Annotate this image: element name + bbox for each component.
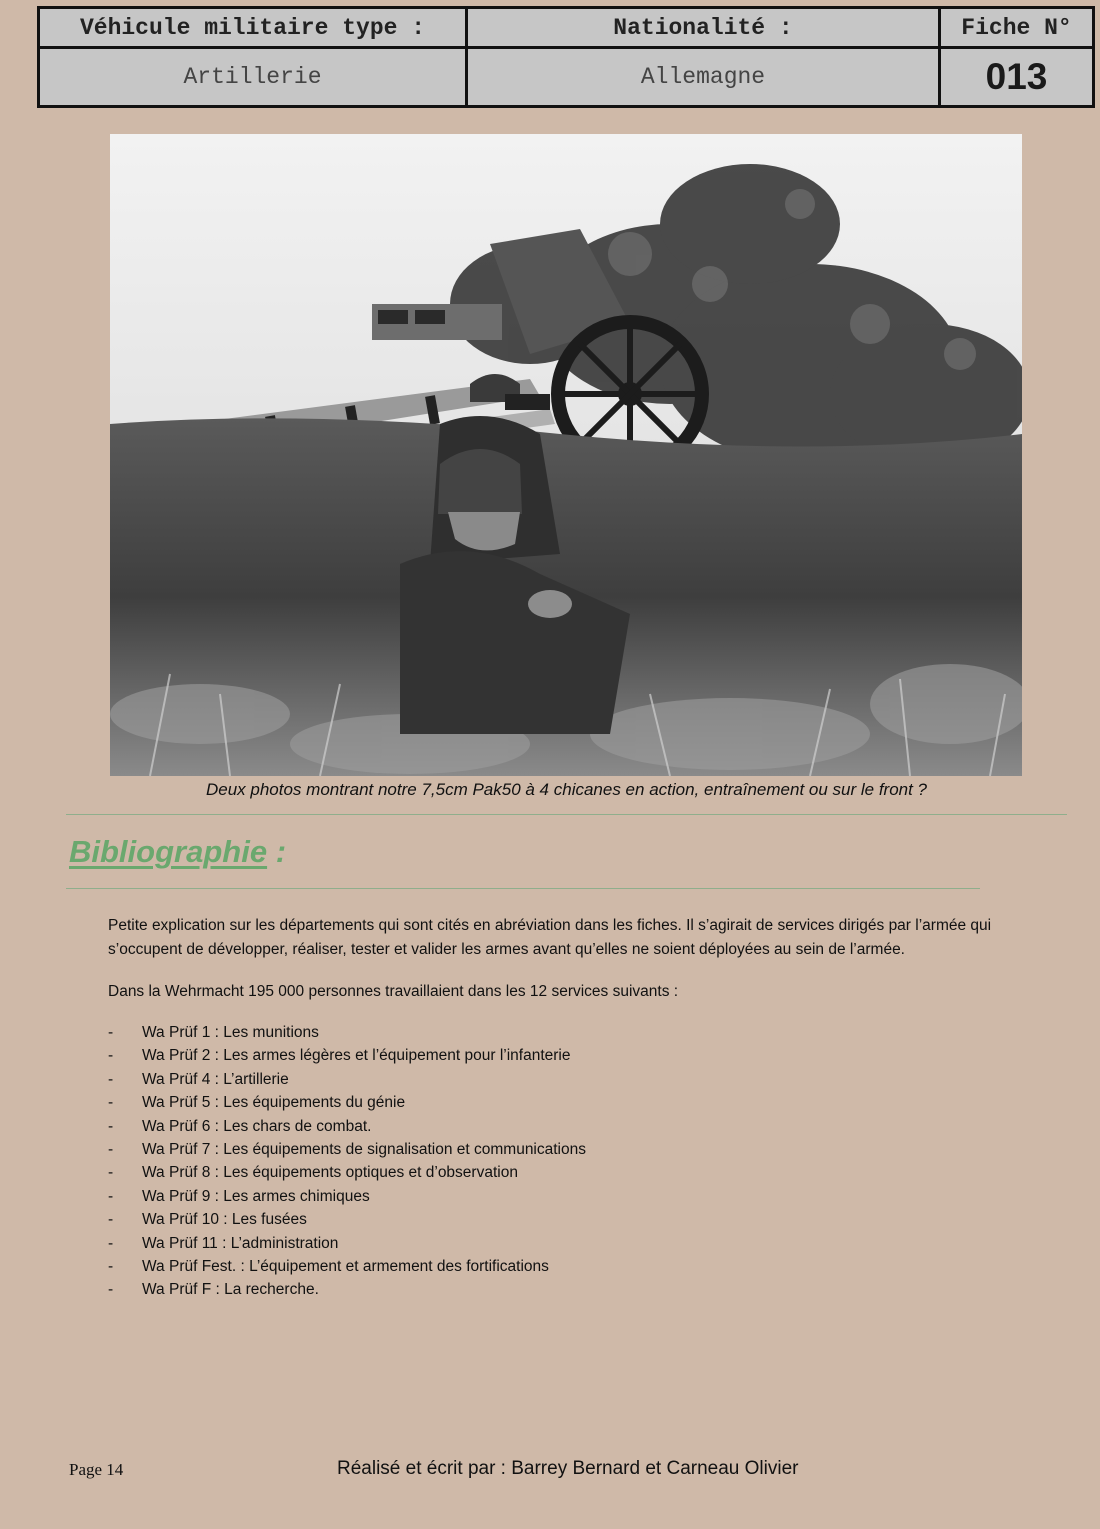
list-item	[108, 1115, 586, 1138]
bibliography-title: Bibliographie	[69, 834, 268, 869]
type-label: Véhicule militaire type :	[40, 9, 468, 49]
fiche-label: Fiche N°	[941, 9, 1092, 49]
bullet: -	[108, 1140, 114, 1158]
list-item	[108, 1068, 586, 1091]
bullet: -	[108, 1211, 114, 1229]
bullet: -	[108, 1094, 114, 1112]
bullet: -	[108, 1234, 114, 1252]
list-item	[108, 1232, 586, 1255]
list-item	[108, 1044, 586, 1067]
list-item	[108, 1138, 586, 1161]
list-item	[108, 1208, 586, 1231]
list-item-text: Wa Prüf 5 : Les équipements du génie	[142, 1094, 406, 1112]
type-value: Artillerie	[40, 49, 468, 105]
list-item-text: Wa Prüf 8 : Les équipements optiques et d’observation	[142, 1164, 518, 1182]
divider	[66, 888, 980, 889]
list-item-text: Wa Prüf F : La recherche.	[142, 1281, 319, 1299]
nationality-value: Allemagne	[468, 49, 941, 105]
list-item-text: Wa Prüf 10 : Les fusées	[142, 1211, 307, 1229]
bullet: -	[108, 1117, 114, 1135]
bullet: -	[108, 1047, 114, 1065]
photo	[110, 134, 1022, 776]
photo-illustration	[110, 134, 1022, 776]
nationality-label: Nationalité :	[468, 9, 941, 49]
divider	[66, 814, 1067, 815]
bullet: -	[108, 1024, 114, 1041]
photo-caption: Deux photos montrant notre 7,5cm Pak50 à 4 chicanes en action, entraînement ou sur le front ?	[205, 780, 928, 799]
bullet: -	[108, 1070, 114, 1088]
list-item-text: Wa Prüf 9 : Les armes chimiques	[142, 1187, 370, 1205]
list-item-text: Wa Prüf 2 : Les armes légères et l’équipement pour l’infanterie	[142, 1047, 571, 1065]
bibliography-heading	[69, 834, 286, 870]
list-item	[108, 1091, 586, 1114]
page-number: Page 14	[69, 1460, 124, 1479]
footer-credit: Réalisé et écrit par : Barrey Bernard et Carneau Olivier	[337, 1458, 799, 1479]
bibliography-title-suffix: :	[267, 834, 287, 869]
intro-paragraph: Petite explication sur les départements qui sont cités en abréviation dans les fiches. Il s’agirait de services dirigés par l’armée qui s’occupent de développer, réaliser, tester et valider les armes avant qu’elles ne soient déployées au sein de l’armée.	[108, 917, 992, 958]
list-item	[108, 1278, 586, 1301]
list-item-text: Wa Prüf 1 : Les munitions	[142, 1024, 319, 1041]
list-item-text: Wa Prüf 6 : Les chars de combat.	[142, 1117, 372, 1135]
bullet: -	[108, 1164, 114, 1182]
list-item	[108, 1185, 586, 1208]
list-item-text: Wa Prüf 11 : L’administration	[142, 1234, 339, 1252]
header-table	[37, 6, 1095, 108]
list-item	[108, 1255, 586, 1278]
services-list	[108, 1021, 586, 1302]
fiche-number: 013	[941, 49, 1092, 105]
list-item	[108, 1161, 586, 1184]
bullet: -	[108, 1257, 114, 1275]
bullet: -	[108, 1281, 114, 1299]
list-item-text: Wa Prüf 4 : L’artillerie	[142, 1070, 289, 1088]
services-paragraph: Dans la Wehrmacht 195 000 personnes travaillaient dans les 12 services suivants :	[108, 983, 679, 1000]
list-item-text: Wa Prüf Fest. : L’équipement et armement des fortifications	[142, 1257, 549, 1275]
bullet: -	[108, 1187, 114, 1205]
list-item-text: Wa Prüf 7 : Les équipements de signalisation et communications	[142, 1140, 586, 1158]
list-item	[108, 1021, 586, 1044]
